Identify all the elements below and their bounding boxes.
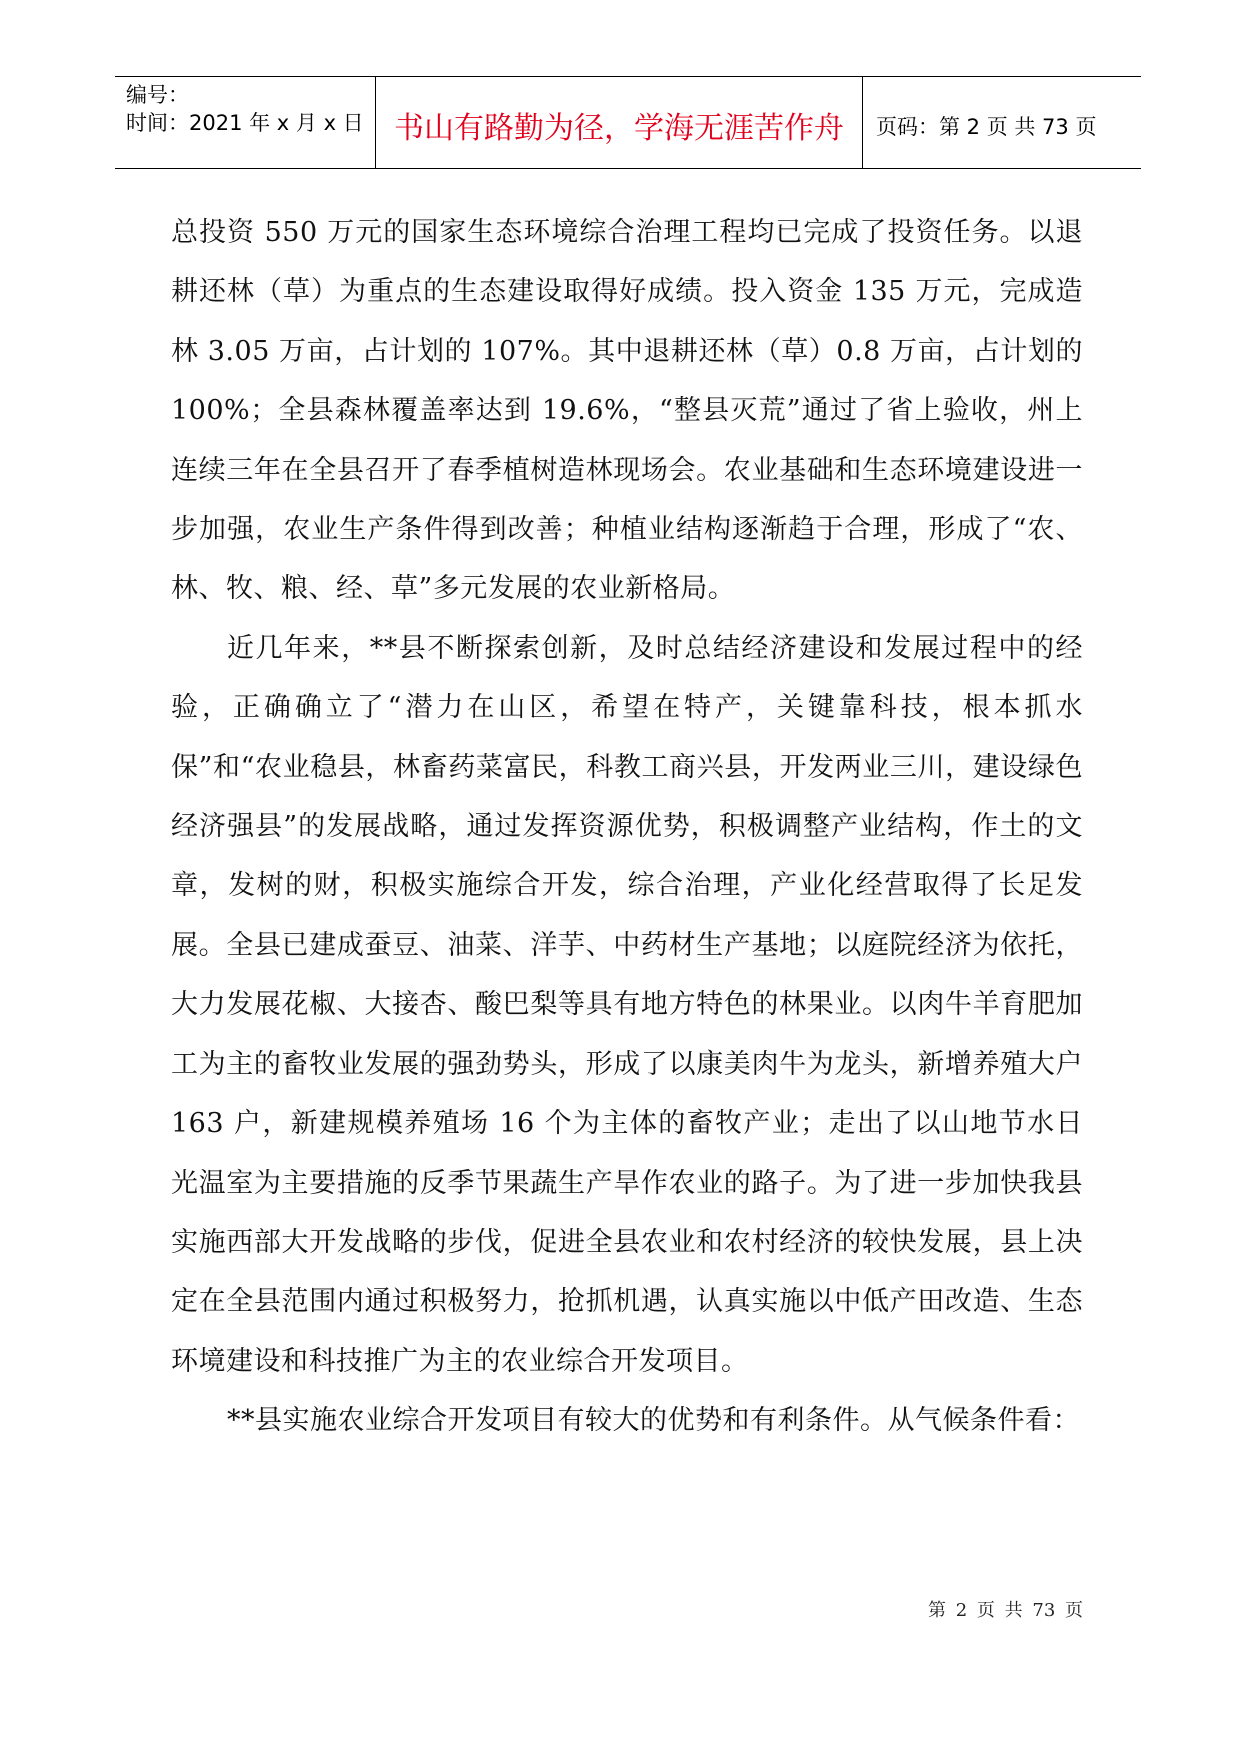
paragraph-continued: 总投资 550 万元的国家生态环境综合治理工程均已完成了投资任务。以退耕还林（草）为重点的生态建设取得好成绩。投入资金 135 万元，完成造林 3.05 万亩，占计划的 107%。其中退耕还林（草）0.8 万亩，占计划的 100%；全县森林覆盖率达到 19.6%，“整县灭荒”通过了省上验收，州上连续三年在全县召开了春季植树造林现场会。农业基础和生态环境建设进一步加强，农业生产条件得到改善；种植业结构逐渐趋于合理，形成了“农、林、牧、粮、经、草”多元发展的农业新格局。 bbox=[171, 217, 1083, 605]
document-body bbox=[171, 203, 1083, 1451]
header-motto-cell bbox=[376, 77, 863, 168]
paragraph-advantages: **县实施农业综合开发项目有较大的优势和有利条件。从气候条件看： bbox=[227, 1405, 1080, 1437]
header-motto: 书山有路勤为径，学海无涯苦作舟 bbox=[394, 111, 844, 146]
page-footer: 第 2 页 共 73 页 bbox=[928, 1600, 1083, 1621]
document-number-label: 编号： bbox=[126, 83, 189, 107]
header-page-number: 页码：第 2 页 共 73 页 bbox=[876, 115, 1097, 139]
document-time-label: 时间：2021 年 x 月 x 日 bbox=[126, 111, 364, 135]
header-meta-cell bbox=[115, 77, 376, 168]
document-header bbox=[115, 76, 1141, 169]
paragraph-development-strategy: 近几年来，**县不断探索创新，及时总结经济建设和发展过程中的经验，正确确立了“潜力在山区，希望在特产，关键靠科技，根本抓水保”和“农业稳县，林畜药菜富民，科教工商兴县，开发两业三川，建设绿色经济强县”的发展战略，通过发挥资源优势，积极调整产业结构，作土的文章，发树的财，积极实施综合开发，综合治理，产业化经营取得了长足发展。全县已建成蚕豆、油菜、洋芋、中药材生产基地；以庭院经济为依托，大力发展花椒、大接杏、酸巴梨等具有地方特色的林果业。以肉牛羊育肥加工为主的畜牧业发展的强劲势头，形成了以康美肉牛为龙头，新增养殖大户 163 户，新建规模养殖场 16 个为主体的畜牧产业；走出了以山地节水日光温室为主要措施的反季节果蔬生产旱作农业的路子。为了进一步加快我县实施西部大开发战略的步伐，促进全县农业和农村经济的较快发展，县上决定在全县范围内通过积极努力，抢抓机遇，认真实施以中低产田改造、生态环境建设和科技推广为主的农业综合开发项目。 bbox=[171, 632, 1083, 1377]
header-page-cell bbox=[863, 77, 1141, 168]
